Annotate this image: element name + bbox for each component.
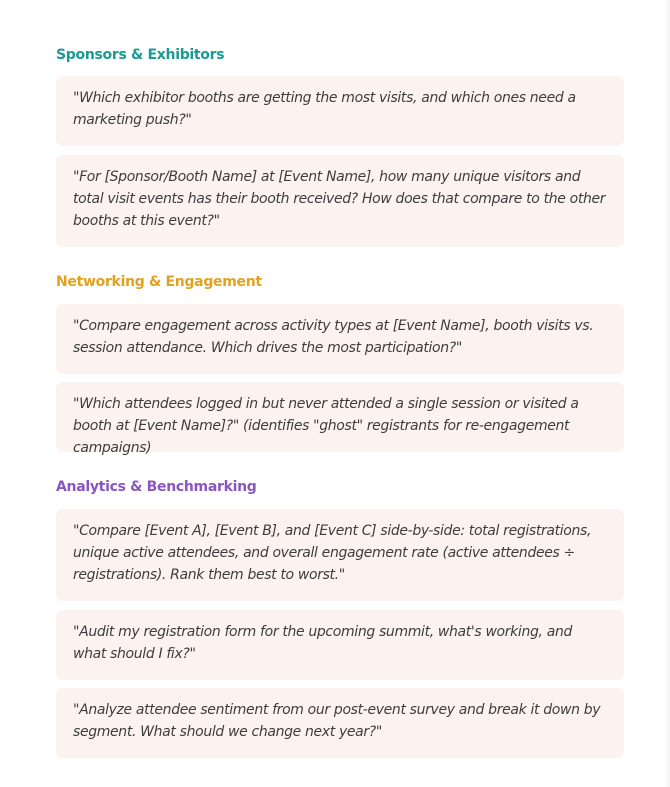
section-heading-analytics-benchmarking: Analytics & Benchmarking	[56, 479, 257, 495]
prompt-card[interactable]	[56, 382, 624, 456]
prompt-card[interactable]	[56, 509, 624, 601]
prompt-text: "Compare engagement across activity types at [Event Name], booth visits vs. session attendance. Which drives the most participation?"	[73, 318, 594, 356]
prompt-card[interactable]	[56, 155, 624, 247]
prompt-text: "Which exhibitor booths are getting the most visits, and which ones need a marketing push?"	[73, 90, 576, 128]
prompt-card[interactable]	[56, 76, 624, 146]
section-heading-networking-engagement: Networking & Engagement	[56, 274, 262, 290]
prompt-text: "Which attendees logged in but never attended a single session or visited a booth at [Event Name]?" (identifies "ghost" registrants for re-engagement campaigns)	[73, 396, 579, 456]
prompt-text: "Analyze attendee sentiment from our post-event survey and break it down by segment. What should we change next year?"	[73, 702, 601, 740]
prompt-card[interactable]	[56, 610, 624, 680]
prompt-text: "For [Sponsor/Booth Name] at [Event Name], how many unique visitors and total visit events has their booth received? How does that compare to the other booths at this event?"	[73, 169, 606, 229]
prompt-text: "Audit my registration form for the upcoming summit, what's working, and what should I fix?"	[73, 624, 573, 662]
prompt-card[interactable]	[56, 688, 624, 758]
prompt-text: "Compare [Event A], [Event B], and [Event C] side-by-side: total registrations, unique active attendees, and overall engagement rate (active attendees ÷ registrations). Rank them best to worst."	[73, 523, 592, 583]
prompt-card[interactable]	[56, 304, 624, 374]
section-heading-sponsors-exhibitors: Sponsors & Exhibitors	[56, 47, 225, 63]
page-edge-shadow	[664, 0, 670, 787]
